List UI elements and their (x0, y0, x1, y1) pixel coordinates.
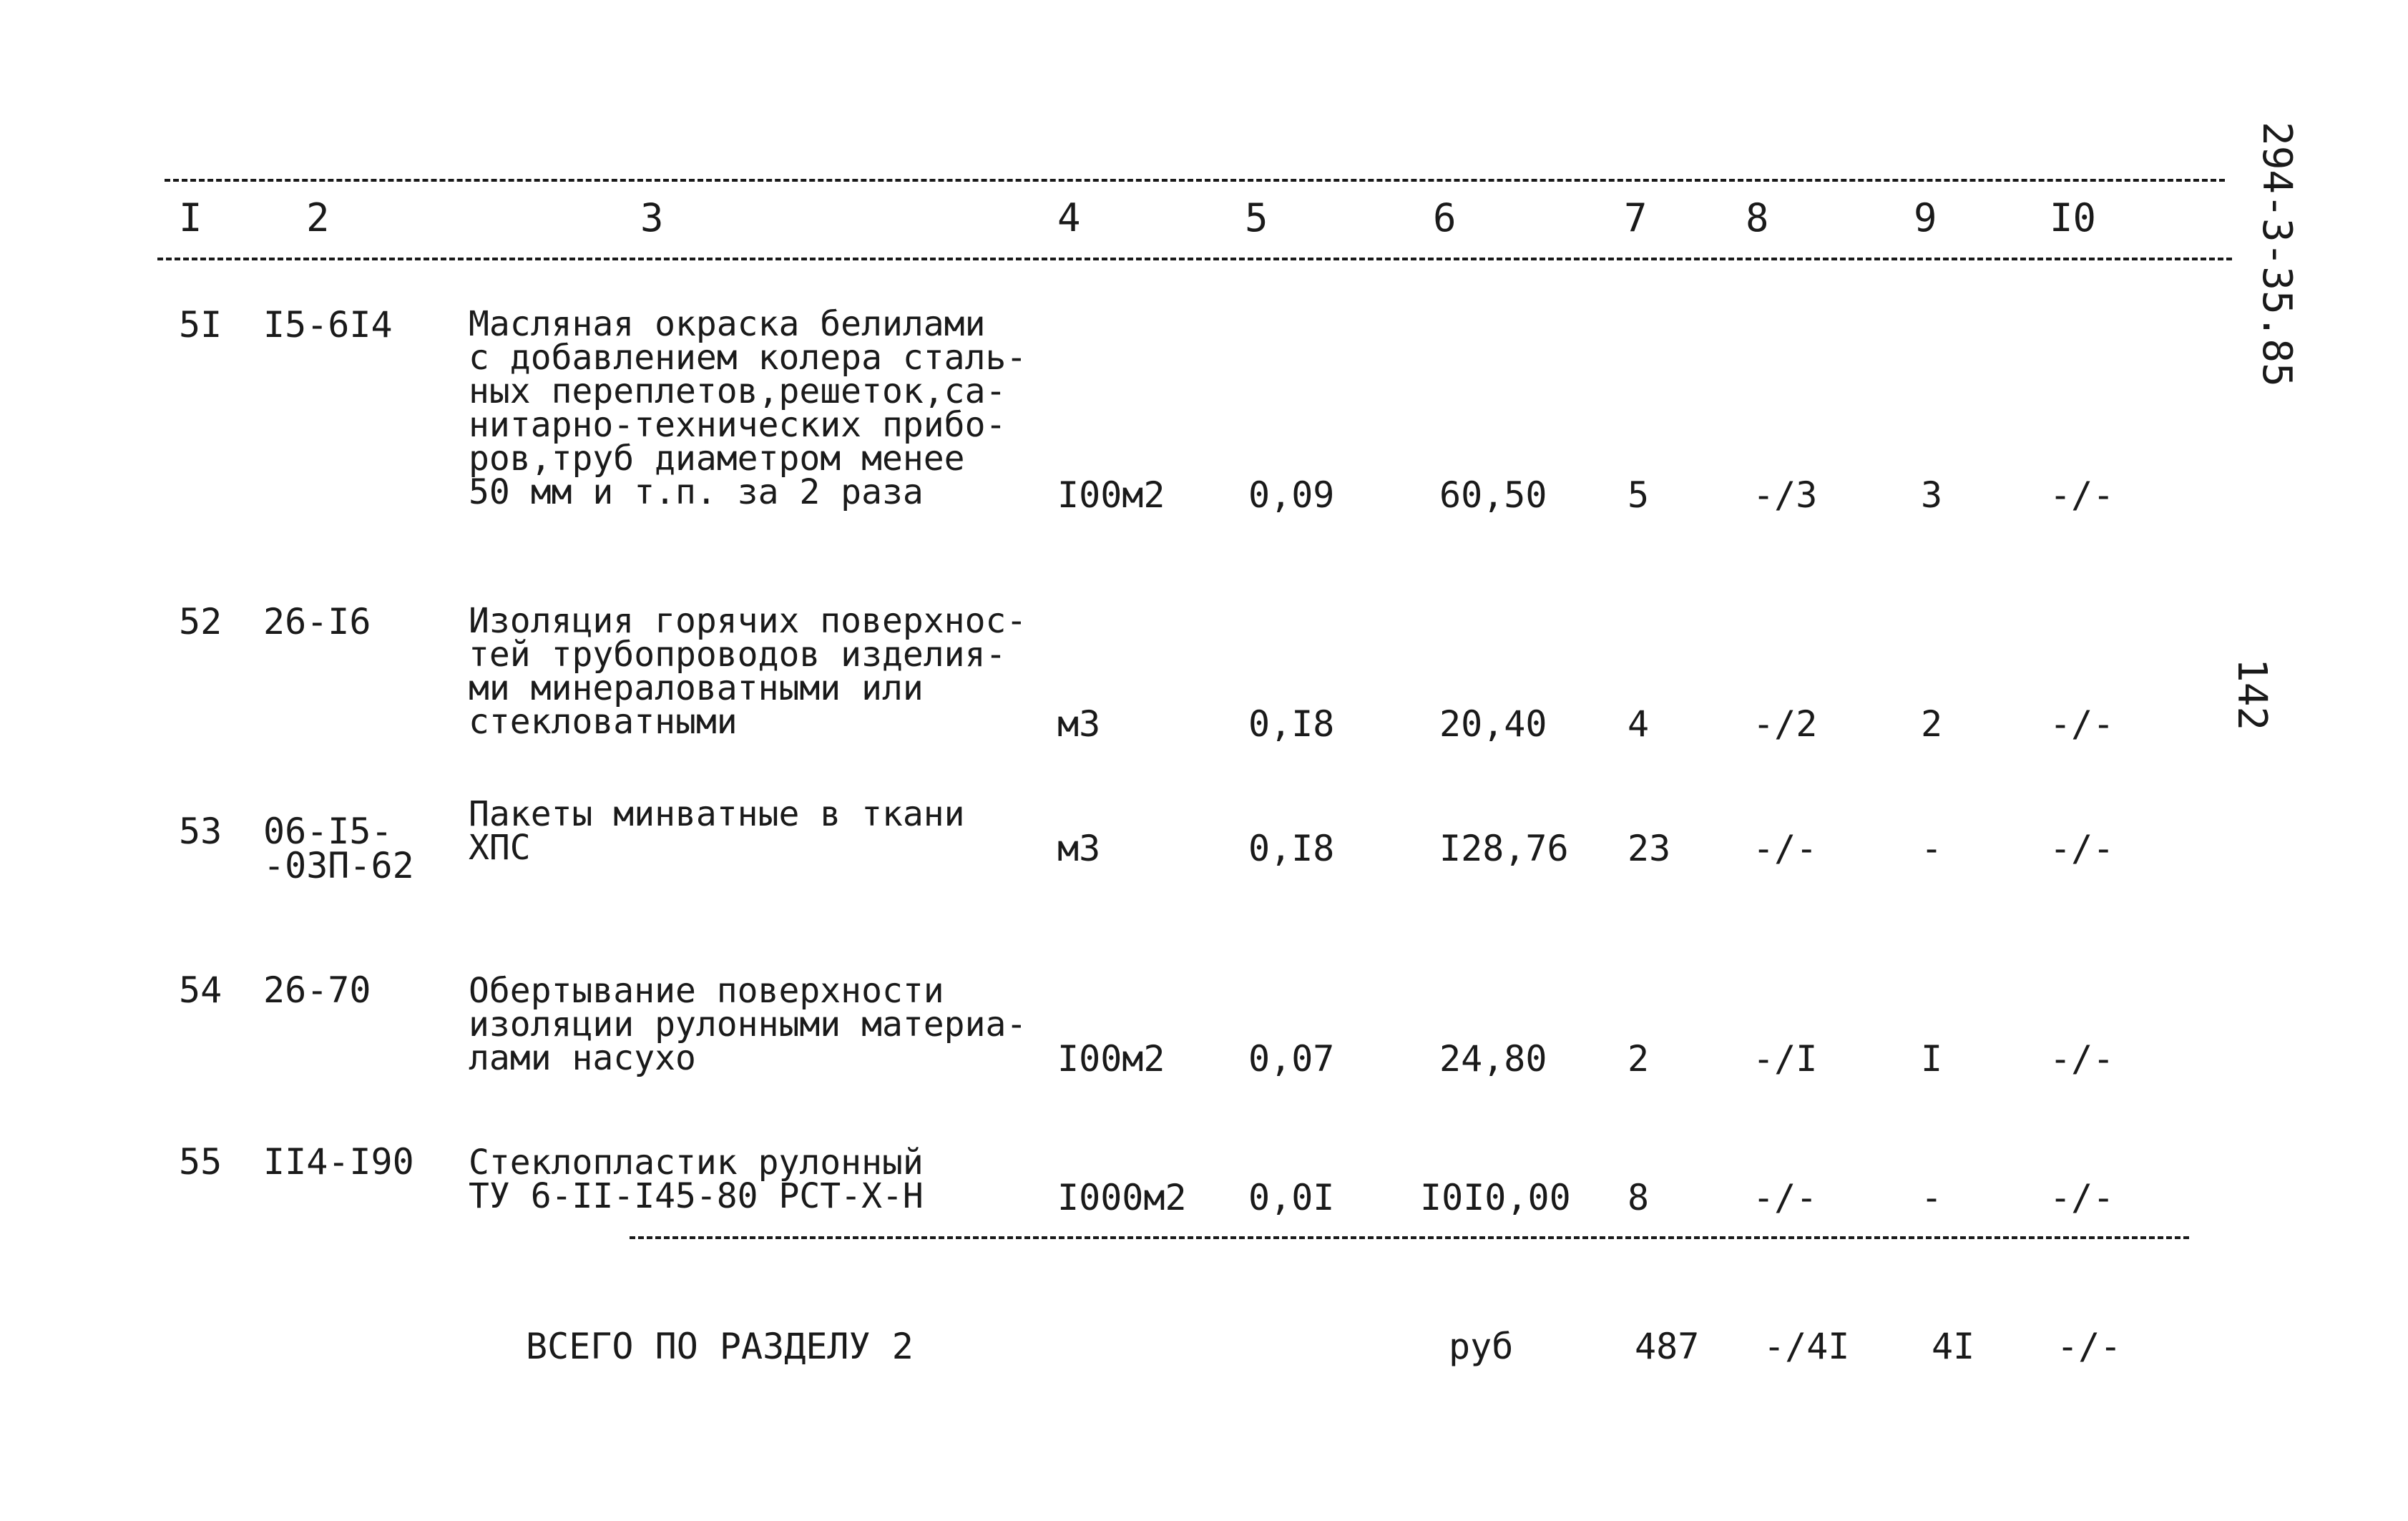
col-header-4: 4 (1057, 195, 1081, 240)
row-unit: I000м2 (1057, 1177, 1187, 1218)
row-col10: -/- (2050, 828, 2115, 869)
row-unit: I00м2 (1057, 474, 1165, 516)
row-description-line: Пакеты минватные в ткани (469, 794, 965, 834)
row-code: 06-I5- (263, 811, 393, 852)
row-unit: м3 (1057, 828, 1101, 869)
total-col7: 487 (1635, 1326, 1700, 1367)
row-col10: -/- (2050, 1177, 2115, 1218)
row-col8: -/2 (1753, 703, 1818, 745)
row-number: 5I (179, 304, 222, 346)
row-description-line: ХПС (469, 828, 531, 868)
row-price: 24,80 (1439, 1038, 1547, 1080)
row-description-line: тей трубопроводов изделия- (469, 635, 1007, 675)
row-description-line: лами насухо (469, 1038, 696, 1078)
header-bottom-rule (157, 258, 2232, 260)
row-number: 54 (179, 969, 222, 1011)
row-price: 20,40 (1439, 703, 1547, 745)
page-number: 142 (2228, 658, 2275, 731)
row-price: I0I0,00 (1420, 1177, 1571, 1218)
row-description-line: ров,труб диаметром менее (469, 439, 965, 479)
row-quantity: 0,I8 (1248, 828, 1335, 869)
row-quantity: 0,09 (1248, 474, 1335, 516)
col-header-7: 7 (1624, 195, 1648, 240)
col-header-5: 5 (1245, 195, 1268, 240)
row-description-line: изоляции рулонными материа- (469, 1004, 1027, 1045)
row-price: I28,76 (1439, 828, 1569, 869)
row-code: -03П-62 (263, 845, 414, 886)
row-description-line: ТУ 6-II-I45-80 РСТ-Х-Н (469, 1176, 924, 1216)
row-description-line: Изоляция горячих поверхнос- (469, 601, 1027, 641)
col-header-8: 8 (1746, 195, 1769, 240)
row-number: 55 (179, 1141, 222, 1183)
total-col10: -/- (2057, 1326, 2122, 1367)
row-quantity: 0,07 (1248, 1038, 1335, 1080)
row-col10: -/- (2050, 1038, 2115, 1080)
col-header-6: 6 (1433, 195, 1457, 240)
row-col7: 8 (1628, 1177, 1650, 1218)
row-description-line: с добавлением колера сталь- (469, 338, 1027, 378)
row-description-line: Масляная окраска белилами (469, 304, 986, 344)
total-col9: 4I (1932, 1326, 1975, 1367)
row-description-line: нитарно-технических прибо- (469, 405, 1007, 445)
col-header-3: 3 (640, 195, 664, 240)
row-price: 60,50 (1439, 474, 1547, 516)
row-description-line: стекловатными (469, 702, 738, 742)
row-col7: 23 (1628, 828, 1671, 869)
row-col7: 5 (1628, 474, 1650, 516)
row-unit: м3 (1057, 703, 1101, 745)
row-description-line: Стеклопластик рулонный (469, 1143, 924, 1183)
total-label: ВСЕГО ПО РАЗДЕЛУ 2 (526, 1326, 914, 1367)
row-quantity: 0,I8 (1248, 703, 1335, 745)
row-description-line: Обертывание поверхности (469, 971, 944, 1011)
row-number: 53 (179, 811, 222, 852)
document-code: 294-3-35.85 (2253, 122, 2300, 387)
row-col8: -/- (1753, 1177, 1818, 1218)
row-quantity: 0,0I (1248, 1177, 1335, 1218)
row-col9: - (1921, 1177, 1943, 1218)
total-unit: руб (1449, 1326, 1514, 1367)
row-unit: I00м2 (1057, 1038, 1165, 1080)
row-number: 52 (179, 601, 222, 642)
row-col10: -/- (2050, 703, 2115, 745)
row-col9: I (1921, 1038, 1943, 1080)
col-header-9: 9 (1914, 195, 1937, 240)
row-code: I5-6I4 (263, 304, 393, 346)
row-code: 26-70 (263, 969, 371, 1011)
row-col7: 2 (1628, 1038, 1650, 1080)
header-top-rule (165, 179, 2225, 182)
table-bottom-rule (630, 1236, 2189, 1239)
row-col8: -/I (1753, 1038, 1818, 1080)
row-code: 26-I6 (263, 601, 371, 642)
row-col8: -/- (1753, 828, 1818, 869)
row-col8: -/3 (1753, 474, 1818, 516)
col-header-1: I (179, 195, 202, 240)
row-col7: 4 (1628, 703, 1650, 745)
row-code: II4-I90 (263, 1141, 414, 1183)
col-header-2: 2 (306, 195, 330, 240)
row-description-line: ных переплетов,решеток,са- (469, 371, 1007, 411)
row-description-line: 50 мм и т.п. за 2 раза (469, 472, 924, 512)
row-col9: 2 (1921, 703, 1943, 745)
col-header-10: I0 (2050, 195, 2097, 240)
row-col9: 3 (1921, 474, 1943, 516)
row-description-line: ми минераловатными или (469, 668, 924, 708)
row-col9: - (1921, 828, 1943, 869)
total-col8: -/4I (1763, 1326, 1850, 1367)
row-col10: -/- (2050, 474, 2115, 516)
